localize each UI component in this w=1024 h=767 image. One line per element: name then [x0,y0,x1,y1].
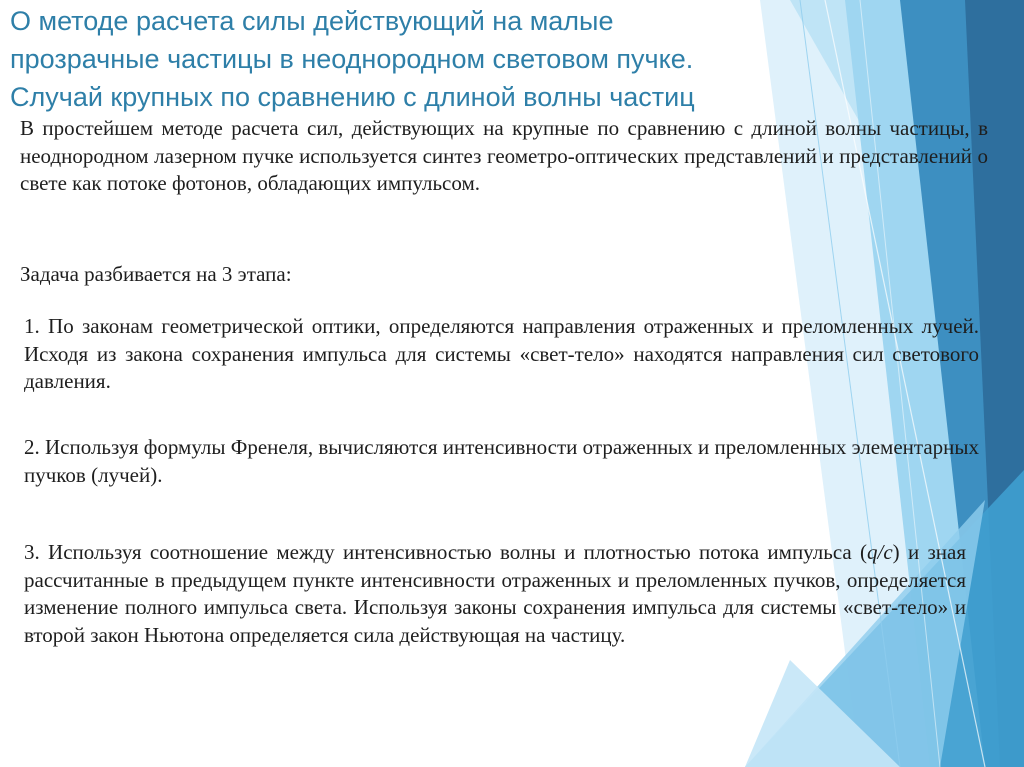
stages-heading: Задача разбивается на 3 этапа: [20,262,292,286]
step-1-paragraph: 1. По законам геометрической оптики, определяются направления отраженных и преломленных лучей. Исходя из закона сохранения импульса для системы «свет-тело» находятся направления сил светового давления. [24,314,979,393]
slide-title-line: О методе расчета силы действующий на малые [10,6,614,36]
momentum-formula: q/c [867,540,893,564]
step-3-paragraph [24,539,966,649]
step-2-paragraph: 2. Используя формулы Френеля, вычисляются интенсивности отраженных и преломленных элементарных пучков (лучей). [24,435,979,487]
slide-title-line: прозрачные частицы в неоднородном световом пучке. [10,44,694,74]
step-3-text-after: ) и зная рассчитанные в предыдущем пункте интенсивности отраженных и преломленных пучков, определяется изменение полного импульса света. Используя законы сохранения импульса для системы «свет-тело» и второй закон Ньютона определяется сила действующая на частицу. [24,540,967,647]
intro-paragraph: В простейшем методе расчета сил, действующих на крупные по сравнению с длиной волны частицы, в неоднородном лазерном пучке используется синтез геометро-оптических представлений и представлений о свете как потоке фотонов, обладающих импульсом. [20,116,988,195]
slide-title [10,2,810,116]
slide-title-line: Случай крупных по сравнению с длиной волны частиц [10,82,695,112]
step-3-text-before: 3. Используя соотношение между интенсивностью волны и плотностью потока импульса ( [24,540,868,564]
